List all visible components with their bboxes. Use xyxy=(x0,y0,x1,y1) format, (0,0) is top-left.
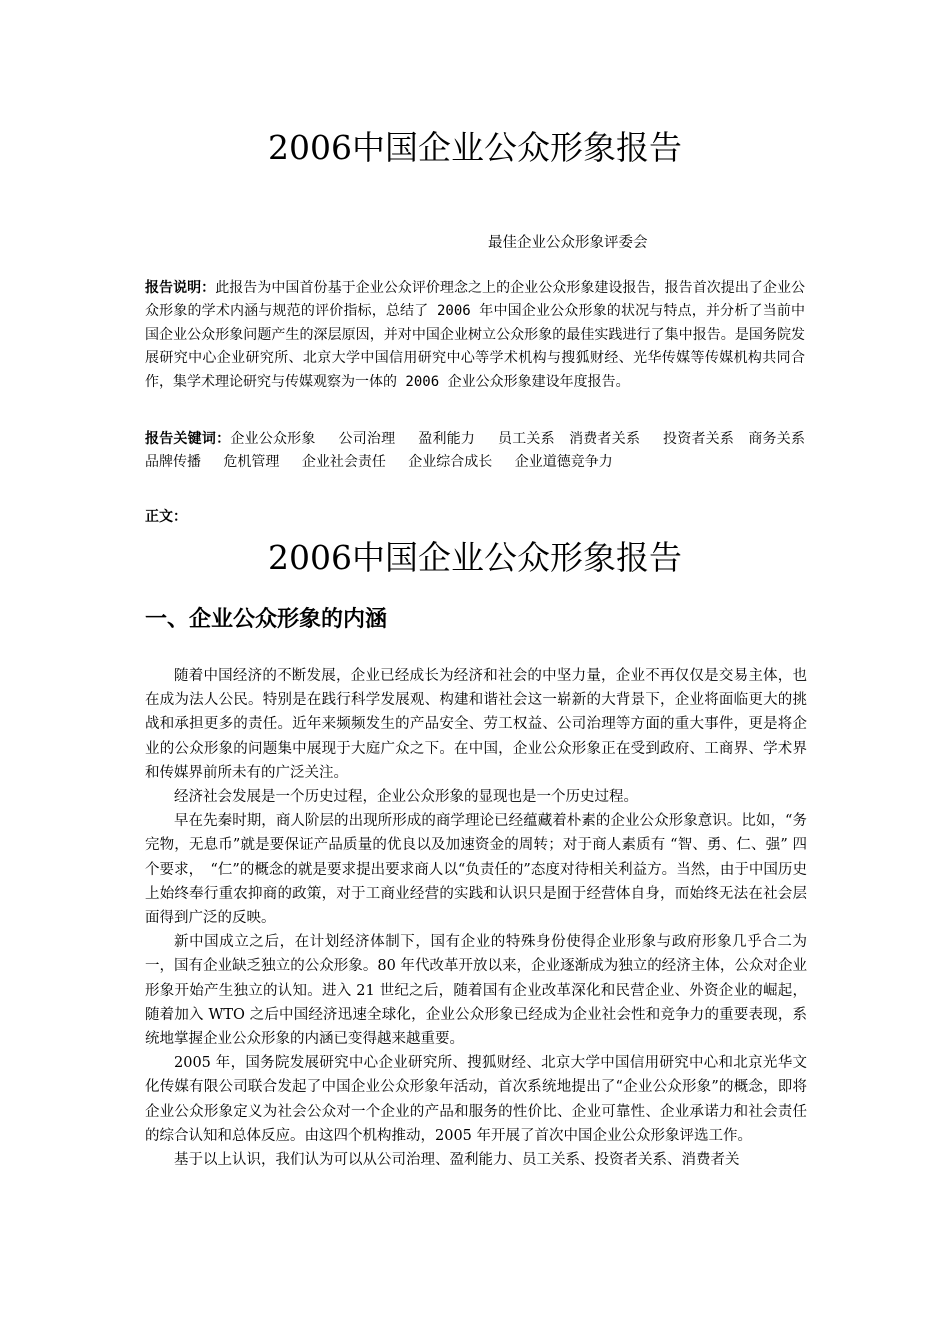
body-label: 正文： xyxy=(145,509,187,525)
keywords-paragraph xyxy=(145,428,828,475)
section-heading: 一、企业公众形象的内涵 xyxy=(145,607,388,632)
abstract-text: 此报告为中国首份基于企业公众评价理念之上的企业公众形象建设报告，报告首次提出了企业公众形象的学术内涵与规范的评价指标，总结了 2006 年中国企业公众形象的状况与特点，并分析了当前中国企业公众形象问题产生的深层原因，并对中国企业树立公众形象的最佳实践进行了集中报告。是国务院发展研究中心企业研究所、北京大学中国信用研究中心等学术机构与搜狐财经、光华传媒等传媒机构共同合作，集学术理论研究与传媒观察为一体的 2006 企业公众形象建设年度报告。 xyxy=(145,280,805,390)
author-line: 最佳企业公众形象评委会 xyxy=(488,235,648,251)
abstract-label: 报告说明： xyxy=(145,280,216,296)
body-paragraph: 随着中国经济的不断发展，企业已经成长为经济和社会的中坚力量，企业不再仅仅是交易主体，也在成为法人公民。特别是在践行科学发展观、构建和谐社会这一崭新的大背景下，企业将面临更大的挑战和承担更多的责任。近年来频频发生的产品安全、劳工权益、公司治理等方面的重大事件，更是将企业的公众形象的问题集中展现于大庭广众之下。在中国，企业公众形象正在受到政府、工商界、学术界和传媒界前所未有的广泛关注。 xyxy=(145,668,807,781)
body-paragraph: 经济社会发展是一个历史过程，企业公众形象的显现也是一个历史过程。 xyxy=(174,789,638,806)
body-paragraph: 早在先秦时期，商人阶层的出现所形成的商学理论已经蕴藏着朴素的企业公众形象意识。比如，“务完物，无息币”就是要保证产品质量的优良以及加速资金的周转；对于商人素质有 “智、勇、仁、强” 四个要求， “仁”的概念的就是要求提出要求商人以“负责任的”态度对待相关利益方。当然，由于中国历史上始终奉行重农抑商的政策，对于工商业经营的实践和认识只是囿于经营体自身，而始终无法在社会层面得到广泛的反映。 xyxy=(145,813,807,927)
keywords-text: 企业公众形象 公司治理 盈利能力 员工关系 消费者关系 投资者关系 商务关系 品牌传播 危机管理 企业社会责任 企业综合成长 企业道德竞争力 xyxy=(145,431,828,471)
body-title: 2006中国企业公众形象报告 xyxy=(268,538,682,577)
body-paragraph: 基于以上认识，我们认为可以从公司治理、盈利能力、员工关系、投资者关系、消费者关 xyxy=(174,1152,740,1169)
body-paragraph: 新中国成立之后，在计划经济体制下，国有企业的特殊身份使得企业形象与政府形象几乎合二为一，国有企业缺乏独立的公众形象。80 年代改革开放以来，企业逐渐成为独立的经济主体，公众对企业形象开始产生独立的认知。进入 21 世纪之后，随着国有企业改革深化和民营企业、外资企业的崛起，随着加入 WTO 之后中国经济迅速全球化，企业公众形象已经成为企业社会性和竞争力的重要表现，系统地掌握企业公众形象的内涵已变得越来越重要。 xyxy=(145,934,807,1048)
abstract-paragraph xyxy=(145,277,805,394)
document-title: 2006中国企业公众形象报告 xyxy=(268,128,682,167)
body-paragraph: 2005 年，国务院发展研究中心企业研究所、搜狐财经、北京大学中国信用研究中心和北京光华文化传媒有限公司联合发起了中国企业公众形象年活动，首次系统地提出了“企业公众形象”的概念，即将企业公众形象定义为社会公众对一个企业的产品和服务的性价比、企业可靠性、企业承诺力和社会责任的综合认知和总体反应。由这四个机构推动，2005 年开展了首次中国企业公众形象评选工作。 xyxy=(145,1055,807,1144)
keywords-label: 报告关键词： xyxy=(145,431,231,447)
body-text xyxy=(145,664,807,1172)
